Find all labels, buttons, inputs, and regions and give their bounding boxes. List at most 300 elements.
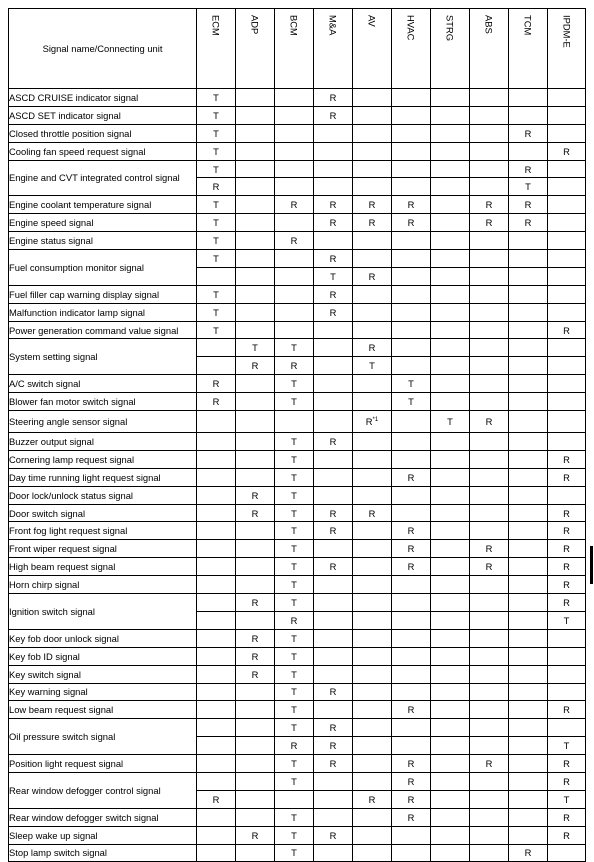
signal-cell xyxy=(197,665,236,683)
table-row xyxy=(9,558,586,576)
signal-cell xyxy=(470,160,509,178)
signal-cell xyxy=(197,267,236,285)
signal-cell: R xyxy=(236,826,275,844)
signal-cell xyxy=(470,393,509,411)
signal-cell xyxy=(431,826,470,844)
signal-cell xyxy=(275,267,314,285)
signal-cell: T xyxy=(275,755,314,773)
signal-cell: R xyxy=(470,196,509,214)
signal-cell xyxy=(353,433,392,451)
signal-cell: T xyxy=(353,357,392,375)
table-row xyxy=(9,701,586,719)
signal-cell: T xyxy=(275,339,314,357)
signal-cell xyxy=(353,844,392,862)
signal-cell xyxy=(470,504,509,522)
signal-cell: R xyxy=(548,468,586,486)
signal-cell xyxy=(353,178,392,196)
signal-cell xyxy=(314,772,353,790)
signal-cell xyxy=(353,375,392,393)
header-row xyxy=(9,9,586,89)
signal-cell: $R^{*1}$ xyxy=(353,411,392,433)
signal-cell xyxy=(353,647,392,665)
page-tab-marker xyxy=(590,546,593,584)
signal-cell xyxy=(236,375,275,393)
signal-cell xyxy=(314,808,353,826)
signal-cell xyxy=(509,267,548,285)
signal-cell xyxy=(509,411,548,433)
signal-cell xyxy=(314,486,353,504)
signal-cell xyxy=(509,755,548,773)
signal-cell xyxy=(431,540,470,558)
table-row xyxy=(9,196,586,214)
signal-cell: R xyxy=(548,576,586,594)
signal-cell xyxy=(548,124,586,142)
signal-cell xyxy=(236,106,275,124)
signal-cell xyxy=(431,303,470,321)
signal-cell: R xyxy=(353,214,392,232)
signal-cell xyxy=(470,611,509,629)
signal-cell: T xyxy=(275,665,314,683)
signal-cell xyxy=(431,665,470,683)
signal-cell: R xyxy=(314,558,353,576)
signal-cell: R xyxy=(509,844,548,862)
signal-cell xyxy=(548,89,586,107)
signal-cell: T xyxy=(197,89,236,107)
signal-cell xyxy=(509,450,548,468)
signal-cell: R xyxy=(236,629,275,647)
table-row xyxy=(9,89,586,107)
signal-cell: R xyxy=(548,321,586,339)
signal-cell xyxy=(197,719,236,737)
signal-cell xyxy=(314,160,353,178)
signal-cell xyxy=(509,522,548,540)
signal-cell xyxy=(509,540,548,558)
signal-cell: R xyxy=(548,772,586,790)
signal-cell xyxy=(197,504,236,522)
signal-cell xyxy=(236,196,275,214)
signal-name: Fuel consumption monitor signal xyxy=(9,250,197,286)
signal-cell xyxy=(236,701,275,719)
signal-cell xyxy=(392,433,431,451)
signal-cell xyxy=(392,124,431,142)
signal-cell: R xyxy=(392,772,431,790)
signal-cell: T xyxy=(548,737,586,755)
signal-cell xyxy=(431,755,470,773)
signal-name: Malfunction indicator lamp signal xyxy=(9,303,197,321)
signal-cell xyxy=(314,411,353,433)
signal-cell: R xyxy=(392,540,431,558)
signal-name: Blower fan motor switch signal xyxy=(9,393,197,411)
signal-cell: T xyxy=(197,321,236,339)
signal-cell xyxy=(431,393,470,411)
signal-cell xyxy=(431,433,470,451)
signal-cell xyxy=(431,232,470,250)
unit-header xyxy=(548,9,586,89)
signal-cell: T xyxy=(236,339,275,357)
signal-cell xyxy=(470,790,509,808)
signal-cell xyxy=(392,357,431,375)
signal-cell: R xyxy=(509,160,548,178)
signal-cell xyxy=(470,106,509,124)
signal-name: System setting signal xyxy=(9,339,197,375)
signal-cell: T xyxy=(197,160,236,178)
signal-cell xyxy=(470,808,509,826)
table-row xyxy=(9,522,586,540)
signal-cell xyxy=(509,790,548,808)
signal-cell xyxy=(314,540,353,558)
signal-cell xyxy=(314,665,353,683)
signal-cell: R xyxy=(314,826,353,844)
signal-cell xyxy=(431,486,470,504)
signal-cell: R xyxy=(314,737,353,755)
signal-cell: R xyxy=(236,594,275,612)
unit-header xyxy=(236,9,275,89)
signal-cell xyxy=(509,339,548,357)
signal-cell: R xyxy=(392,701,431,719)
signal-cell xyxy=(392,160,431,178)
signal-cell xyxy=(197,558,236,576)
signal-cell xyxy=(236,576,275,594)
signal-cell xyxy=(314,647,353,665)
signal-cell xyxy=(392,576,431,594)
signal-cell: T xyxy=(275,558,314,576)
signal-cell xyxy=(353,160,392,178)
signal-cell: R xyxy=(275,232,314,250)
signal-cell xyxy=(509,647,548,665)
signal-cell xyxy=(509,106,548,124)
signal-cell xyxy=(509,89,548,107)
signal-cell xyxy=(470,339,509,357)
signal-cell: R xyxy=(197,393,236,411)
signal-cell xyxy=(275,160,314,178)
signal-cell: R xyxy=(353,504,392,522)
signal-name: Engine and CVT integrated control signal xyxy=(9,160,197,196)
signal-cell xyxy=(275,124,314,142)
signal-cell xyxy=(236,611,275,629)
signal-cell: T xyxy=(509,178,548,196)
signal-cell xyxy=(197,629,236,647)
unit-header xyxy=(197,9,236,89)
signal-cell xyxy=(353,303,392,321)
signal-cell: R xyxy=(548,558,586,576)
signal-cell xyxy=(314,576,353,594)
signal-cell xyxy=(509,611,548,629)
signal-cell xyxy=(392,232,431,250)
signal-cell xyxy=(470,486,509,504)
signal-cell xyxy=(236,808,275,826)
signal-cell xyxy=(314,393,353,411)
signal-cell: T xyxy=(275,522,314,540)
signal-cell xyxy=(392,178,431,196)
signal-cell: R xyxy=(548,522,586,540)
signal-cell: R xyxy=(275,611,314,629)
signal-cell xyxy=(236,232,275,250)
signal-cell xyxy=(548,232,586,250)
signal-cell: R xyxy=(353,339,392,357)
signal-name: Stop lamp switch signal xyxy=(9,844,197,862)
signal-cell xyxy=(509,772,548,790)
signal-cell xyxy=(197,611,236,629)
signal-cell: R xyxy=(314,250,353,268)
signal-cell xyxy=(353,468,392,486)
signal-cell xyxy=(509,576,548,594)
signal-cell xyxy=(470,719,509,737)
signal-cell xyxy=(548,393,586,411)
signal-cell xyxy=(470,433,509,451)
signal-cell xyxy=(353,737,392,755)
signal-cell xyxy=(314,375,353,393)
signal-cell: T xyxy=(275,772,314,790)
unit-header-label: M&A xyxy=(327,15,339,36)
signal-cell xyxy=(197,701,236,719)
signal-cell: R xyxy=(470,214,509,232)
signal-cell xyxy=(431,522,470,540)
signal-cell xyxy=(431,89,470,107)
signal-cell: R xyxy=(548,755,586,773)
signal-cell xyxy=(353,106,392,124)
signal-cell xyxy=(236,683,275,701)
signal-name: Cooling fan speed request signal xyxy=(9,142,197,160)
signal-cell xyxy=(197,433,236,451)
signal-cell xyxy=(548,339,586,357)
signal-cell: R xyxy=(197,790,236,808)
signal-cell: R xyxy=(314,285,353,303)
signal-cell xyxy=(236,393,275,411)
table-row xyxy=(9,450,586,468)
signal-cell xyxy=(353,250,392,268)
signal-cell xyxy=(509,719,548,737)
signal-cell xyxy=(236,214,275,232)
signal-cell xyxy=(509,375,548,393)
signal-cell xyxy=(548,647,586,665)
signal-cell: R xyxy=(197,178,236,196)
signal-cell xyxy=(314,468,353,486)
signal-name: Power generation command value signal xyxy=(9,321,197,339)
table-row xyxy=(9,339,586,357)
signal-cell xyxy=(509,433,548,451)
signal-cell xyxy=(470,232,509,250)
signal-cell: T xyxy=(275,629,314,647)
signal-cell: T xyxy=(275,433,314,451)
signal-cell xyxy=(392,411,431,433)
signal-cell: R xyxy=(548,142,586,160)
signal-cell xyxy=(197,540,236,558)
table-row xyxy=(9,665,586,683)
signal-cell xyxy=(314,232,353,250)
signal-cell: T xyxy=(197,214,236,232)
signal-cell: R xyxy=(236,357,275,375)
signal-cell: R xyxy=(392,196,431,214)
signal-cell xyxy=(509,504,548,522)
signal-cell xyxy=(548,250,586,268)
signal-cell xyxy=(470,250,509,268)
signal-cell xyxy=(275,411,314,433)
signal-cell xyxy=(431,772,470,790)
signal-cell: R xyxy=(470,558,509,576)
signal-cell xyxy=(509,303,548,321)
signal-cell xyxy=(509,737,548,755)
signal-cell xyxy=(353,629,392,647)
signal-cell xyxy=(392,683,431,701)
signal-cell xyxy=(197,755,236,773)
unit-header-label: BCM xyxy=(288,15,300,36)
signal-name: Position light request signal xyxy=(9,755,197,773)
signal-cell xyxy=(548,285,586,303)
signal-cell: T xyxy=(197,196,236,214)
signal-cell xyxy=(431,719,470,737)
signal-cell: R xyxy=(314,106,353,124)
signal-cell xyxy=(236,790,275,808)
signal-cell xyxy=(392,719,431,737)
signal-cell xyxy=(236,285,275,303)
signal-cell: R xyxy=(548,826,586,844)
signal-cell xyxy=(392,250,431,268)
signal-cell xyxy=(431,844,470,862)
signal-cell xyxy=(353,142,392,160)
signal-cell xyxy=(470,647,509,665)
signal-cell xyxy=(236,433,275,451)
signal-cell: T xyxy=(197,285,236,303)
signal-cell xyxy=(197,647,236,665)
signal-cell xyxy=(470,285,509,303)
signal-cell: R xyxy=(470,755,509,773)
signal-cell xyxy=(314,321,353,339)
signal-cell: R xyxy=(314,433,353,451)
signal-cell: T xyxy=(392,393,431,411)
signal-cell xyxy=(431,594,470,612)
signal-cell: R xyxy=(353,196,392,214)
signal-cell xyxy=(353,576,392,594)
signal-cell xyxy=(353,89,392,107)
signal-cell xyxy=(275,250,314,268)
signal-name: Buzzer output signal xyxy=(9,433,197,451)
signal-cell xyxy=(236,124,275,142)
signal-cell xyxy=(392,303,431,321)
signal-cell xyxy=(353,719,392,737)
signal-cell xyxy=(314,339,353,357)
signal-cell: T xyxy=(197,232,236,250)
signal-name: Front wiper request signal xyxy=(9,540,197,558)
signal-cell xyxy=(431,701,470,719)
signal-cell xyxy=(314,357,353,375)
signal-cell xyxy=(470,522,509,540)
signal-cell xyxy=(392,142,431,160)
signal-cell xyxy=(470,142,509,160)
signal-cell xyxy=(236,719,275,737)
signal-cell: R xyxy=(236,665,275,683)
signal-cell xyxy=(431,106,470,124)
signal-cell xyxy=(509,393,548,411)
signal-cell: R xyxy=(392,558,431,576)
signal-cell xyxy=(509,629,548,647)
signal-cell xyxy=(548,303,586,321)
signal-name: Engine coolant temperature signal xyxy=(9,196,197,214)
signal-cell xyxy=(431,250,470,268)
signal-cell: T xyxy=(275,647,314,665)
signal-name: Key warning signal xyxy=(9,683,197,701)
signal-cell xyxy=(431,214,470,232)
signal-cell xyxy=(197,522,236,540)
signal-cell xyxy=(236,844,275,862)
signal-cell xyxy=(314,142,353,160)
signal-cell xyxy=(470,303,509,321)
signal-cell: T xyxy=(197,142,236,160)
unit-header-label: HVAC xyxy=(405,15,417,41)
signal-cell: R xyxy=(548,504,586,522)
signal-cell: R xyxy=(314,522,353,540)
signal-cell xyxy=(509,701,548,719)
table-row xyxy=(9,629,586,647)
signal-cell xyxy=(353,755,392,773)
signal-cell: T xyxy=(314,267,353,285)
signal-cell xyxy=(236,522,275,540)
signal-cell xyxy=(548,357,586,375)
signal-cell xyxy=(236,755,275,773)
signal-cell xyxy=(470,375,509,393)
signal-cell xyxy=(353,826,392,844)
unit-header xyxy=(392,9,431,89)
signal-cell xyxy=(431,375,470,393)
signal-cell: R xyxy=(275,196,314,214)
signal-cell xyxy=(470,683,509,701)
signal-cell xyxy=(236,468,275,486)
signal-cell xyxy=(509,486,548,504)
signal-cell xyxy=(353,683,392,701)
table-row xyxy=(9,594,586,612)
signal-name: Key fob ID signal xyxy=(9,647,197,665)
table-row xyxy=(9,375,586,393)
signal-cell xyxy=(548,411,586,433)
signal-cell: R xyxy=(548,450,586,468)
table-row xyxy=(9,719,586,737)
table-row xyxy=(9,576,586,594)
signal-cell xyxy=(353,772,392,790)
signal-cell: R xyxy=(236,486,275,504)
signal-cell xyxy=(236,772,275,790)
unit-header-label: ABS xyxy=(483,15,495,34)
signal-name: Ignition switch signal xyxy=(9,594,197,630)
signal-cell xyxy=(353,393,392,411)
signal-cell xyxy=(470,737,509,755)
signal-cell xyxy=(275,285,314,303)
table-row xyxy=(9,647,586,665)
signal-cell: R xyxy=(314,719,353,737)
signal-cell xyxy=(275,321,314,339)
signal-cell xyxy=(431,737,470,755)
signal-cell xyxy=(470,629,509,647)
signal-cell xyxy=(548,196,586,214)
signal-cell xyxy=(548,433,586,451)
signal-cell xyxy=(197,411,236,433)
signal-cell: T xyxy=(197,250,236,268)
signal-cell: R xyxy=(275,357,314,375)
signal-cell xyxy=(548,106,586,124)
signal-cell: T xyxy=(548,790,586,808)
unit-header xyxy=(353,9,392,89)
table-row xyxy=(9,142,586,160)
signal-cell xyxy=(470,124,509,142)
signal-cell xyxy=(509,594,548,612)
signal-cell: R xyxy=(548,701,586,719)
signal-cell: T xyxy=(275,594,314,612)
signal-cell xyxy=(197,339,236,357)
signal-cell xyxy=(509,683,548,701)
signal-cell xyxy=(470,450,509,468)
signal-name: Key switch signal xyxy=(9,665,197,683)
signal-cell xyxy=(431,357,470,375)
signal-cell xyxy=(431,196,470,214)
unit-header-label: IPDM-E xyxy=(561,15,572,48)
